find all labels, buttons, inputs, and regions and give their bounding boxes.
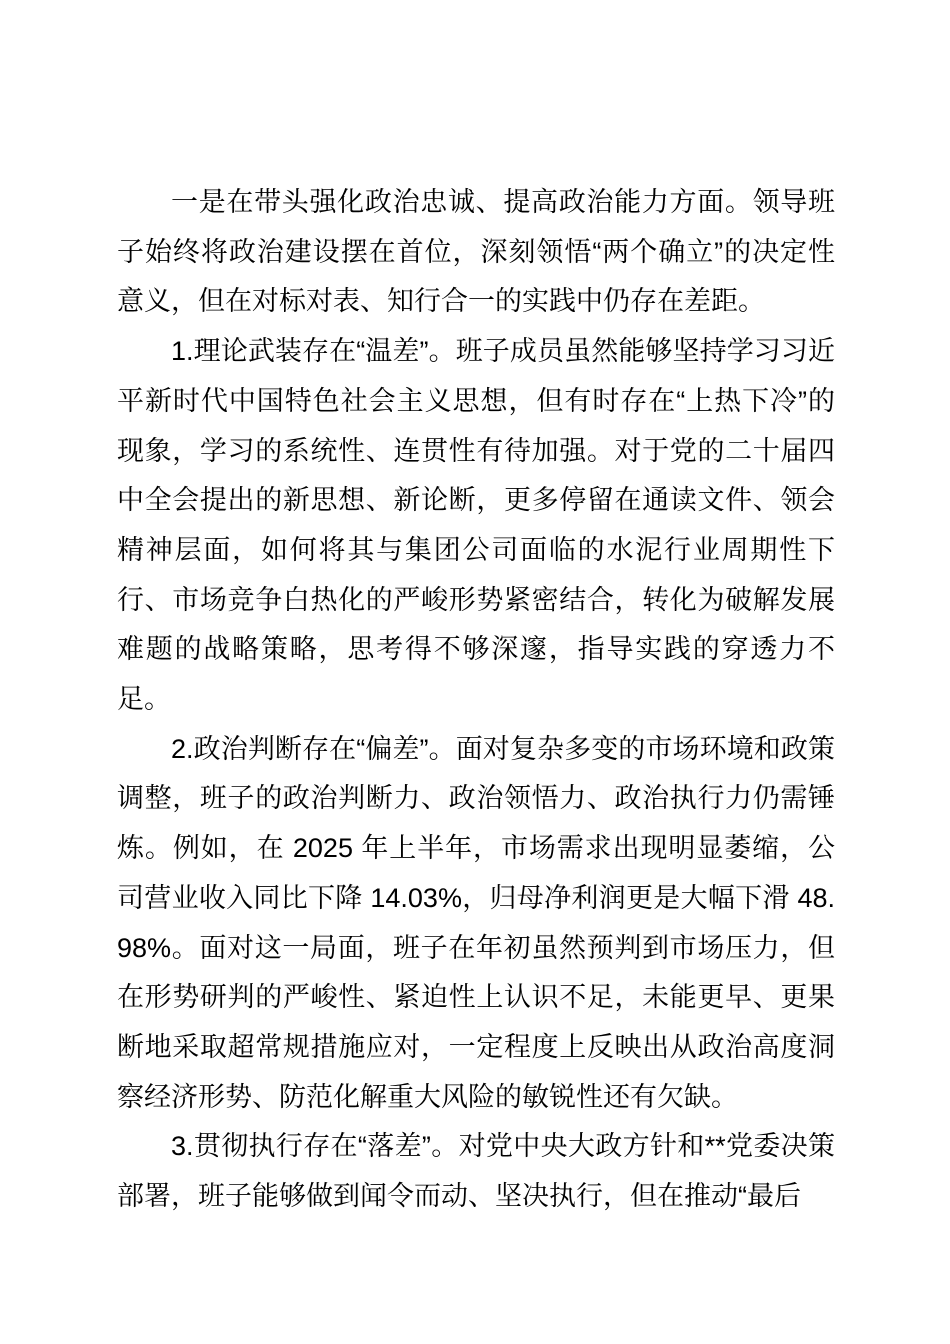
- paragraph-point-1: 1.理论武装存在“温差”。班子成员虽然能够坚持学习习近平新时代中国特色社会主义思想，但有时存在“上热下冷”的现象，学习的系统性、连贯性有待加强。对于党的二十届四中全会提出的新思想、新论断，更多停留在通读文件、领会精神层面，如何将其与集团公司面临的水泥行业周期性下行、市场竞争白热化的严峻形势紧密结合，转化为破解发展难题的战略策略，思考得不够深邃，指导实践的穿透力不足。: [117, 336, 835, 715]
- paragraph-point-3: 3.贯彻执行存在“落差”。对党中央大政方针和**党委决策部署，班子能够做到闻令而动、坚决执行，但在推动“最后: [117, 1131, 835, 1212]
- paragraph-point-2: 2.政治判断存在“偏差”。面对复杂多变的市场环境和政策调整，班子的政治判断力、政治领悟力、政治执行力仍需锤炼。例如，在 2025 年上半年，市场需求出现明显萎缩，公司营业收入同比下降 14.03%，归母净利润更是大幅下滑 48.98%。面对这一局面，班子在年初虽然预判到市场压力，但在形势研判的严峻性、紧迫性上认识不足，未能更早、更果断地采取超常规措施应对，一定程度上反映出从政治高度洞察经济形势、防范化解重大风险的敏锐性还有欠缺。: [117, 733, 835, 1112]
- document-text-block: [117, 178, 835, 1222]
- paragraph-overview: 一是在带头强化政治忠诚、提高政治能力方面。领导班子始终将政治建设摆在首位，深刻领悟“两个确立”的决定性意义，但在对标对表、知行合一的实践中仍存在差距。: [117, 187, 835, 317]
